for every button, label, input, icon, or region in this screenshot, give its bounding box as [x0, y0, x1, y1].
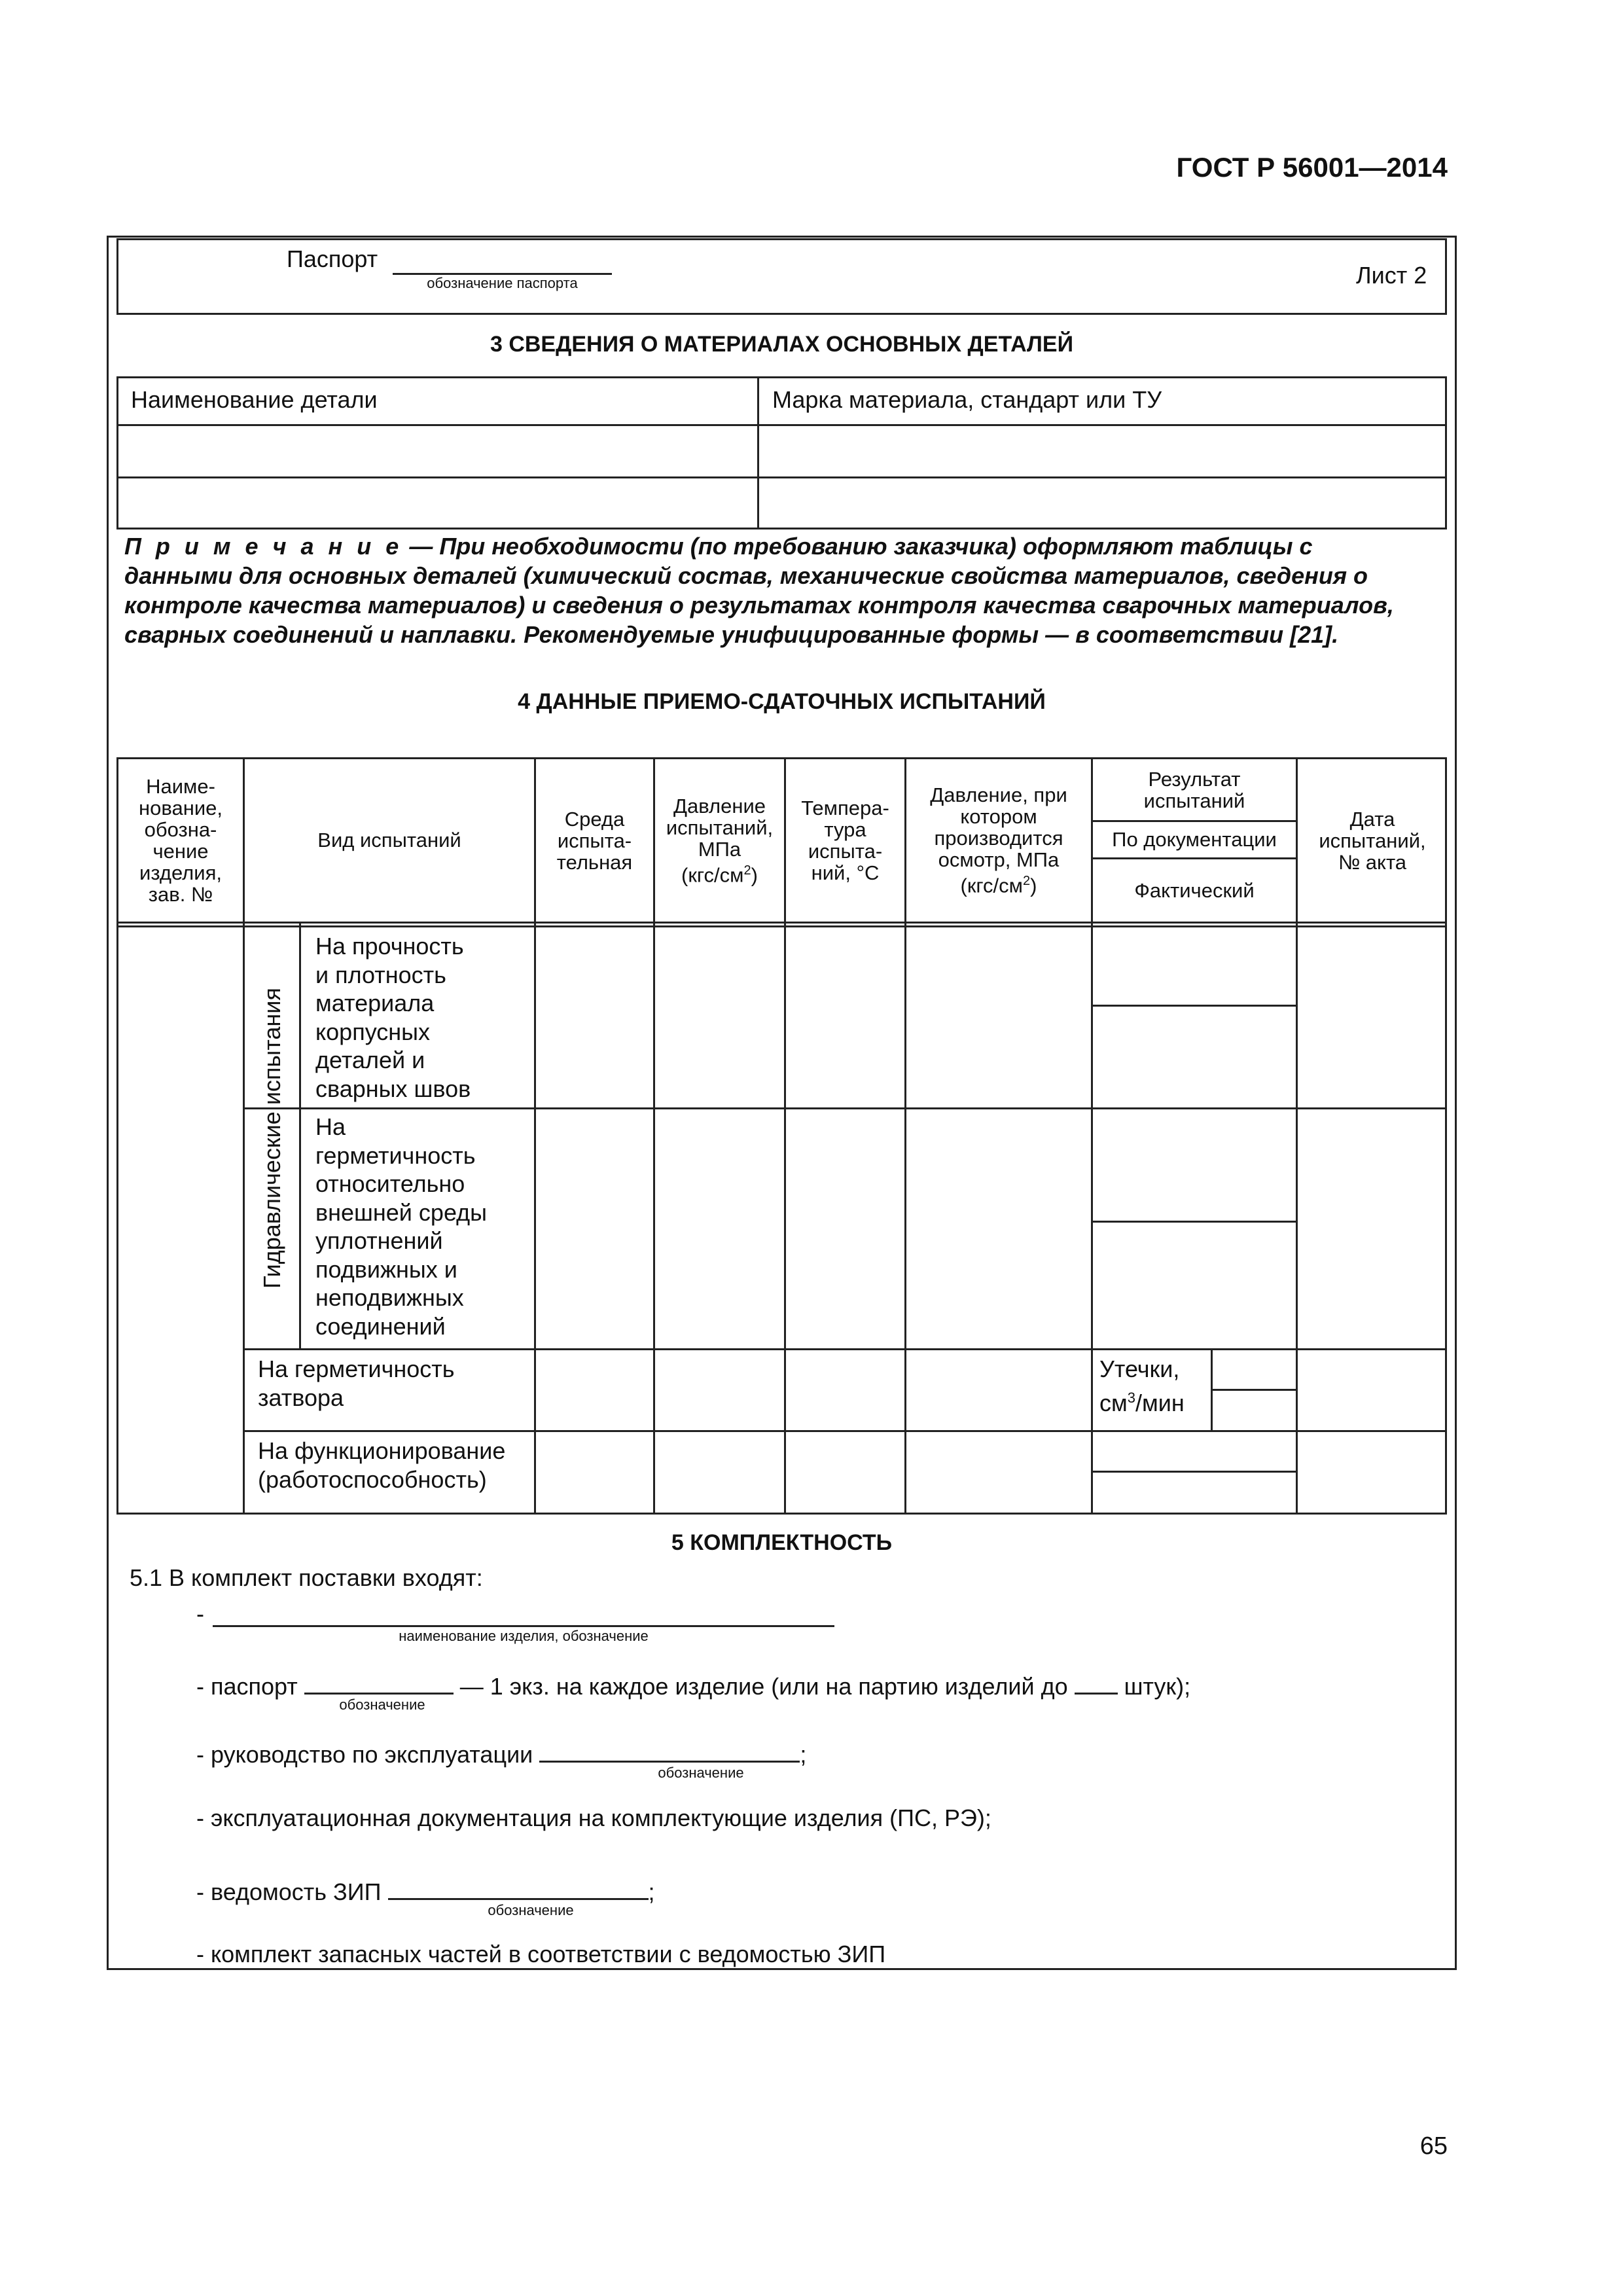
hydraulic-group-cell: [245, 927, 299, 1348]
materials-table-col-divider: [757, 376, 759, 529]
passport-designation-field: [304, 1668, 454, 1695]
standard-code: ГОСТ Р 56001—2014: [1176, 152, 1448, 183]
manual-semicolon: ;: [800, 1741, 807, 1768]
page-number: 65: [1419, 2132, 1448, 2160]
col-medium: Среда испыта- тельная: [556, 807, 633, 874]
manual-prefix: - руководство по эксплуатации: [196, 1741, 533, 1768]
col-pressure-main: Давление испытаний, МПа: [666, 794, 774, 861]
hydraulic-group-line: [299, 923, 301, 1350]
pressure-unit-sup: 2: [743, 863, 751, 878]
zip-caption: обозначение: [488, 1902, 574, 1918]
row-shutter-tightness: На герметичность затвора: [258, 1355, 455, 1411]
col-result-doc: По документации: [1112, 828, 1277, 851]
section3-title: 3 СВЕДЕНИЯ О МАТЕРИАЛАХ ОСНОВНЫХ ДЕТАЛЕЙ: [490, 332, 1074, 357]
col-result: Результат испытаний: [1143, 767, 1245, 812]
pressure-unit-text: (кгс/см: [681, 863, 744, 887]
zip-semicolon: ;: [648, 1878, 655, 1905]
col-date: Дата испытаний, № акта: [1319, 807, 1426, 874]
leak-row-line: [1211, 1389, 1296, 1391]
sheet-number: Лист 2: [1356, 262, 1427, 289]
leak-label: [1099, 1355, 1185, 1417]
section5-title: 5 КОМПЛЕКТНОСТЬ: [671, 1530, 893, 1555]
function-result-line: [1091, 1471, 1296, 1473]
leak-unit: [1099, 1384, 1185, 1418]
zip-designation-field: [388, 1873, 649, 1900]
note-paragraph: [124, 531, 1427, 649]
col-test-type: Вид испытаний: [317, 829, 461, 852]
inspect-unit-sup: 2: [1022, 874, 1031, 889]
materials-table-row-divider: [116, 476, 1447, 478]
col-item: Наиме- нование, обозна- чение изделия, зав. №: [138, 775, 223, 906]
passport-prefix: - паспорт: [196, 1673, 298, 1700]
manual-line: [196, 1736, 806, 1768]
section5-intro: 5.1 В комплект поставки входят:: [130, 1564, 483, 1591]
header-separator: [116, 922, 1447, 924]
col-material: Марка материала, стандарт или ТУ: [772, 386, 1162, 413]
pressure-unit-close: ): [751, 863, 758, 887]
col-part-name: Наименование детали: [131, 386, 378, 413]
passport-end: штук);: [1124, 1673, 1191, 1700]
row-tightness: На герметичность относительно внешней среды уплотнений подвижных и неподвижных соединений: [315, 1113, 488, 1340]
item-dash: -: [196, 1600, 204, 1627]
header-separator: [116, 925, 1447, 927]
note-text: — При необходимости (по требованию заказчика) оформляют таблицы с данными для основных деталей (химический состав, механические свойства материалов, сведения о контроле качества материалов) и сведения о результатах контроля качества сварочных материалов, сварных соединений и наплавки. Рекомендуемые унифицированные формы — в соответствии [21].: [124, 533, 1394, 648]
inspect-unit-text: (кгс/см: [960, 874, 1023, 897]
row-functioning: На функционирование (работоспособность): [258, 1437, 506, 1493]
col-result-actual: Фактический: [1134, 878, 1255, 902]
passport-label: Паспорт: [287, 245, 378, 272]
leak-unit-sup: 3: [1127, 1389, 1135, 1406]
col-pressure-unit: [681, 860, 758, 886]
manual-caption: обозначение: [658, 1765, 744, 1781]
zip-line: [196, 1873, 655, 1906]
col-inspect-main: Давление, при котором производится осмотр, МПа: [930, 783, 1067, 872]
col-inspection-pressure: [906, 759, 1091, 922]
note-label: П р и м е ч а н и е: [124, 533, 403, 560]
spares-line: - комплект запасных частей в соответствии с ведомостью ЗИП: [196, 1941, 886, 1967]
docs-line: - эксплуатационная документация на комплектующие изделия (ПС, РЭ);: [196, 1804, 991, 1831]
passport-caption: обозначение: [339, 1696, 425, 1713]
col-pressure: [655, 759, 784, 922]
row-strength: На прочность и плотность материала корпусных деталей и сварных швов: [315, 933, 471, 1102]
leak-label-text: Утечки,: [1099, 1355, 1180, 1382]
leak-unit-text: см: [1099, 1389, 1128, 1416]
section4-title: 4 ДАННЫЕ ПРИЕМО-СДАТОЧНЫХ ИСПЫТАНИЙ: [518, 689, 1046, 714]
zip-prefix: - ведомость ЗИП: [196, 1878, 382, 1905]
row-line: [243, 1348, 1447, 1350]
leak-unit-tail: /мин: [1135, 1389, 1185, 1416]
result-row-line: [1091, 1005, 1296, 1007]
col-temperature: Темпера- тура испыта- ний, °С: [801, 797, 889, 884]
item-name-caption: наименование изделия, обозначение: [399, 1628, 649, 1644]
row-line: [243, 1430, 1447, 1432]
manual-designation-field: [539, 1736, 800, 1763]
item-name-line: [213, 1625, 834, 1627]
materials-table-row-divider: [116, 424, 1447, 426]
passport-designation-caption: обозначение паспорта: [427, 275, 578, 291]
col-inspect-unit: [961, 870, 1037, 896]
inspect-unit-close: ): [1030, 874, 1037, 897]
result-row-line: [1091, 1221, 1296, 1223]
hydraulic-group-label: Гидравлические испытания: [258, 987, 285, 1289]
passport-line: [196, 1668, 1190, 1700]
passport-suffix: — 1 экз. на каждое изделие (или на партию изделий до: [459, 1673, 1068, 1700]
batch-count-field: [1075, 1668, 1118, 1695]
row-line: [243, 1107, 1447, 1109]
